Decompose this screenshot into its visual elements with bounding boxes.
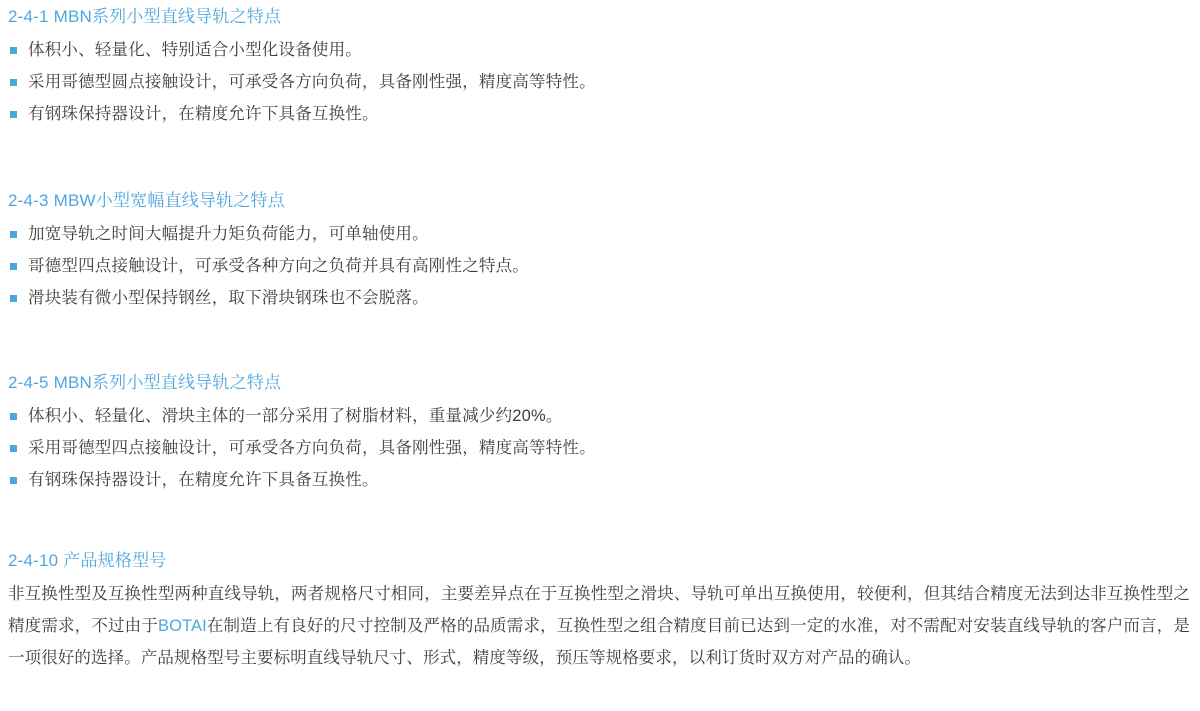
- section-mbn-series-features: [0, 372, 1200, 496]
- paragraph-part-1: 非互换性型及互换性型两种直线导轨，两者规格尺寸相同，主要差异点在于互换性型之滑块、导轨可单出互换使用，较便利，但其结合精度无法到达非互换性型之精度需求，不过由于: [8, 585, 1190, 635]
- list-item-text: 体积小、轻量化、特别适合小型化设备使用。: [28, 41, 362, 59]
- list-item-text: 采用哥德型四点接触设计，可承受各方向负荷，具备刚性强，精度高等特性。: [28, 439, 596, 457]
- square-bullet-icon: [10, 445, 17, 452]
- brand-name: BOTAI: [157, 617, 207, 635]
- feature-list: [8, 400, 1190, 496]
- list-item-text: 加宽导轨之时间大幅提升力矩负荷能力，可单轴使用。: [28, 225, 429, 243]
- section-mbw-wide-linear-guide-features: [0, 190, 1200, 314]
- square-bullet-icon: [10, 477, 17, 484]
- list-item: [8, 250, 1190, 282]
- section-title: 2-4-5 MBN系列小型直线导轨之特点: [8, 373, 282, 392]
- square-bullet-icon: [10, 231, 17, 238]
- list-item-text: 采用哥德型圆点接触设计，可承受各方向负荷，具备刚性强，精度高等特性。: [28, 73, 596, 91]
- list-item: [8, 400, 1190, 432]
- list-item-text: 体积小、轻量化、滑块主体的一部分采用了树脂材料，重量减少约20%。: [28, 407, 563, 425]
- section-title: 2-4-10 产品规格型号: [8, 551, 167, 570]
- list-item: [8, 432, 1190, 464]
- section-mbn-small-linear-guide-features: [0, 6, 1200, 130]
- square-bullet-icon: [10, 47, 17, 54]
- list-item: [8, 218, 1190, 250]
- paragraph-part-2: 在制造上有良好的尺寸控制及严格的品质需求，互换性型之组合精度目前已达到一定的水准，对不需配对安装直线导轨的客户而言，是一项很好的选择。产品规格型号主要标明直线导轨尺寸、形式，精度等级，预压等规格要求，以利订货时双方对产品的确认。: [8, 617, 1190, 667]
- list-item: [8, 34, 1190, 66]
- feature-list: [8, 218, 1190, 314]
- list-item: [8, 282, 1190, 314]
- specification-paragraph: [8, 578, 1190, 674]
- section-title: 2-4-3 MBW小型宽幅直线导轨之特点: [8, 191, 285, 210]
- feature-list: [8, 34, 1190, 130]
- square-bullet-icon: [10, 263, 17, 270]
- list-item: [8, 98, 1190, 130]
- list-item: [8, 464, 1190, 496]
- section-title: 2-4-1 MBN系列小型直线导轨之特点: [8, 7, 282, 26]
- square-bullet-icon: [10, 111, 17, 118]
- section-product-specification-model: [0, 550, 1200, 674]
- square-bullet-icon: [10, 413, 17, 420]
- square-bullet-icon: [10, 79, 17, 86]
- list-item-text: 哥德型四点接触设计，可承受各种方向之负荷并具有高刚性之特点。: [28, 257, 529, 275]
- list-item: [8, 66, 1190, 98]
- list-item-text: 滑块装有微小型保持钢丝，取下滑块钢珠也不会脱落。: [28, 289, 429, 307]
- list-item-text: 有钢珠保持器设计，在精度允许下具备互换性。: [28, 105, 379, 123]
- square-bullet-icon: [10, 295, 17, 302]
- list-item-text: 有钢珠保持器设计，在精度允许下具备互换性。: [28, 471, 379, 489]
